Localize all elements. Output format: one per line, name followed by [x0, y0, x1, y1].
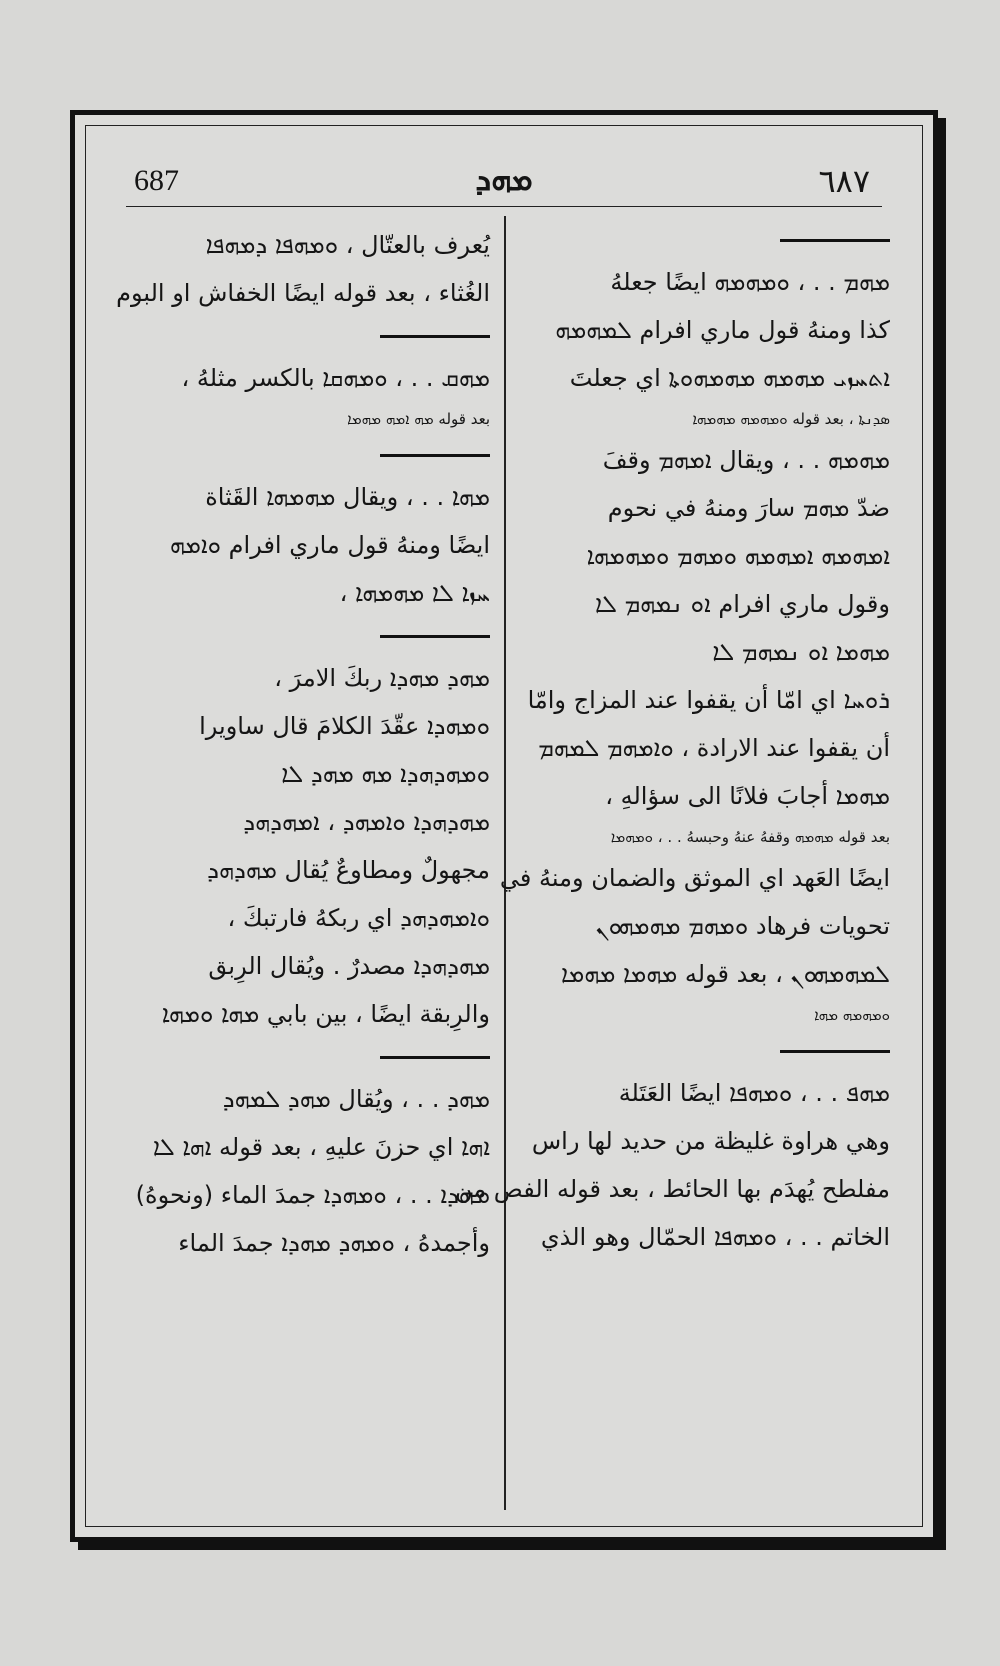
entry-line: يُعرف بالعتّال ، ܘܡܗܦܐ ܕܡܗܦܐ: [205, 231, 490, 259]
entry-line: ܡܗܦ . . ، ܘܡܗܦܐ ايضًا العَتَلة: [618, 1079, 890, 1107]
entry-separator-rule: [780, 1050, 890, 1053]
entry-line: ܡܗܕܗܕܐ مصدرٌ . ويُقال الرِبق: [208, 952, 490, 980]
dictionary-entry: [114, 654, 490, 1038]
entry-line: وهي هراوة غليظة من حديد لها راس: [531, 1127, 890, 1155]
entry-line: ܡܗܕܐ . . ، ܘܡܗܕܐ جمدَ الماء (ونحوهُ): [135, 1181, 490, 1209]
entry-line: بعد قوله ܡܗ ܐܡܗ ܡܗܡܐ: [347, 410, 490, 428]
entry-line: ܠܡܗܡܗܘܢ ، بعد قوله ܡܗܡܐ ܡܗܡܐ: [561, 960, 890, 988]
page-number-latin: 687: [134, 164, 179, 197]
right-column: [455, 221, 890, 1506]
entry-line: الخاتم . . ، ܘܡܗܦܐ الحمّال وهو الذي: [540, 1223, 890, 1251]
entry-line: ايضًا ومنهُ قول ماري افرام ܘܐܡܗ: [169, 531, 490, 559]
dictionary-entry: [114, 354, 490, 436]
page-number-arabic: ٦٨٧: [818, 162, 870, 200]
entry-line: ܡܗܩ . . ، ܘܡܗܩܐ بالكسر مثلهُ ،: [181, 364, 490, 392]
page-header: [126, 158, 882, 207]
entry-line: ܡܗܡܗ . . ، ويقال ܐܡܗܡ وقفَ: [602, 446, 890, 474]
dictionary-entry: [455, 1069, 890, 1261]
entry-line: وأجمدهُ ، ܘܡܗܕ ܡܗܕܐ جمدَ الماء: [178, 1229, 490, 1257]
entry-line: ܘܡܗܡܗ ܡܗܐ: [814, 1006, 890, 1024]
entry-separator-rule: [380, 454, 490, 457]
entry-line: وقول ماري افرام ܐܘ ܢܡܗܡ ܠܐ: [595, 590, 890, 618]
dictionary-entry: [114, 473, 490, 617]
entry-line: ܪܘܚܐ اي امّا أن يقفوا عند المزاج وامّا: [527, 686, 890, 714]
dictionary-entry: [114, 221, 490, 317]
entry-line: ايضًا العَهد اي الموثق والضمان ومنهُ في: [499, 864, 890, 892]
entry-line: أن يقفوا عند الارادة ، ܘܐܡܗܡ ܠܡܗܡ: [538, 734, 890, 762]
entry-line: ܣܕܢܬܐ ، بعد قوله ܘܡܗܡܗ ܡܗܡܗܐ: [692, 410, 890, 428]
entry-line: ܐܬܚܙܝ ܡܗܡܗ ܡܗܡܗܘܬܐ اي جعلتَ: [569, 364, 890, 392]
entry-separator-rule: [380, 635, 490, 638]
page-frame: [70, 110, 938, 1542]
entry-line: ܡܗܐ . . ، ويقال ܡܗܡܗܐ القَثاة: [205, 483, 490, 511]
entry-line: بعد قوله ܡܗܡܗ وقفهُ عنهُ وحبسهُ . . ، ܘܡܗܡܐ: [610, 828, 890, 846]
entry-line: ܡܗܡܐ أجابَ فلانًا الى سؤالهِ ،: [605, 782, 890, 810]
entry-line: والرِبقة ايضًا ، بين بابي ܡܗܐ ܘܡܗܐ: [161, 1000, 490, 1028]
running-title: ܡܗܕ: [475, 160, 533, 198]
entry-line: ܘܡܗܕܐ عقّدَ الكلامَ قال ساويرا: [199, 712, 490, 740]
entry-line: ܡܗܕܗܕܐ ܘܐܡܗܕ ، ܐܡܗܕܗܕ: [243, 808, 490, 836]
entry-line: مفلطح يُهدَم بها الحائط ، بعد قوله الفص من: [455, 1175, 890, 1203]
entry-separator-rule: [380, 1056, 490, 1059]
entry-line: ܘܡܗܕܗܕܐ ܡܗ ܡܗܕ ܠܐ: [281, 760, 490, 788]
entry-line: ܡܗܕ ܡܗܕܐ ربكَ الامرَ ،: [274, 664, 490, 692]
entry-line: ضدّ ܡܗܡ سارَ ومنهُ في نحوم: [607, 494, 890, 522]
entry-separator-rule: [380, 335, 490, 338]
dictionary-entry: [114, 1075, 490, 1267]
entry-line: ܚܙܐ ܠܐ ܡܗܡܗܐ ،: [339, 579, 490, 607]
entry-line: مجهولٌ ومطاوعٌ يُقال ܡܗܕܗܕ: [207, 856, 490, 884]
entry-line: ܐܗܐ اي حزنَ عليهِ ، بعد قوله ܐܗܐ ܠܐ: [152, 1133, 490, 1161]
entry-line: ܘܐܡܗܕܗܕ اي ربكهُ فارتبكَ ،: [227, 904, 490, 932]
entry-line: ܡܗܡ . . ، ܘܡܗܡܗ ايضًا جعلهُ: [610, 268, 890, 296]
entry-line: ܡܗܡܐ ܐܘ ܢܡܗܡ ܠܐ: [712, 638, 890, 666]
left-column: [114, 221, 504, 1506]
entry-separator-rule: [780, 239, 890, 242]
dictionary-entry: [499, 258, 890, 1032]
entry-line: كذا ومنهُ قول ماري افرام ܠܡܗܡܗ: [555, 316, 890, 344]
entry-line: ܡܗܕ . . ، ويُقال ܡܗܕ ܠܡܗܕ: [222, 1085, 490, 1113]
entry-line: ܐܡܗܡܗ ܐܡܗܡܗ ܘܡܗܡ ܘܡܗܡܗܐ: [586, 542, 890, 570]
page-inner-border: [85, 125, 923, 1527]
entry-line: الغُثاء ، بعد قوله ايضًا الخفاش او البوم: [116, 279, 490, 307]
entry-line: تحويات فرهاد ܘܡܗܡ ܡܗܡܗܘܢ: [595, 912, 890, 940]
